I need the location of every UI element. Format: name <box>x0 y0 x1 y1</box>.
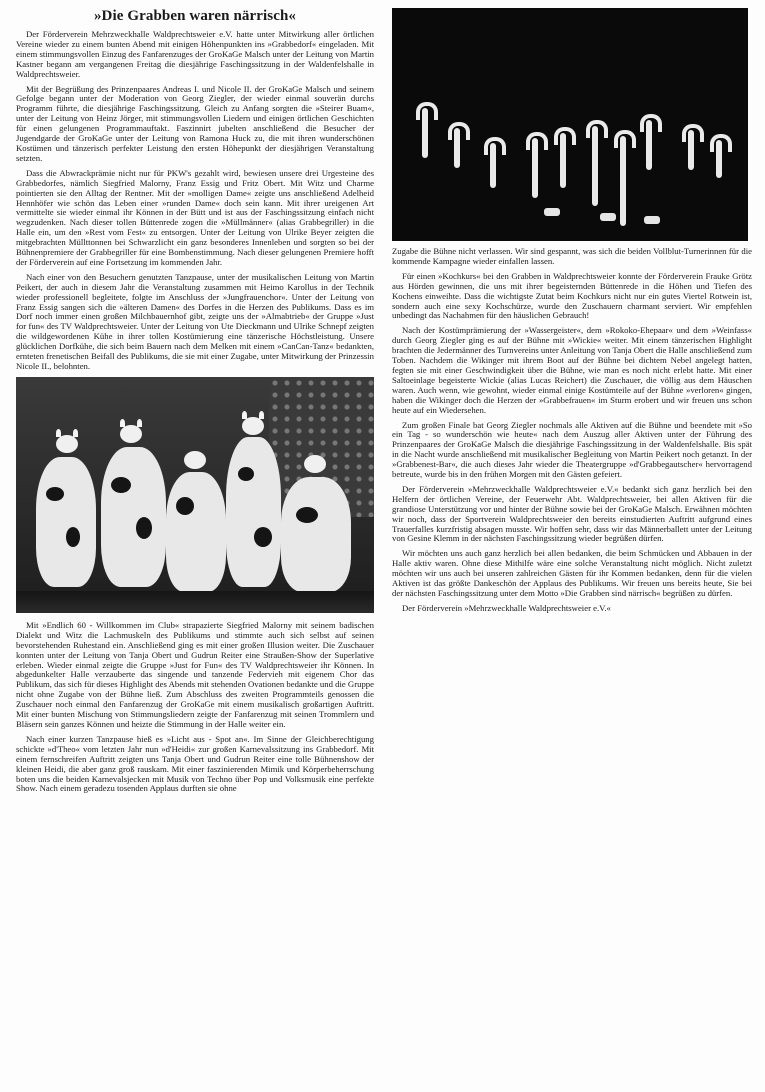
article-paragraph: Nach der Kostümprämierung der »Wassergeister«, dem »Rokoko-Ehepaar« und dem »Weinfass« durch Georg Ziegler ging es auf der Bühne mit »Wickie« weiter. Mit einem tänzerischen Highlight brachten die Jedermänner des Turnvereins unter Anleitung von Tanja Obert die Halle anschließend zum Toben. Nachdem die Wikinger mit ihrem Boot auf der Bühne bei dichtem Nebel angelegt hatten, fegten sie mit einer Geschwindigkeit über die Bühne, wie man es noch nicht erlebt hatte. Mit einer Saltoeinlage begeisterte Wickie (alias Lucas Reichert) die Zuschauer, die völlig aus dem Häuschen waren. Auch wenn, wie gewohnt, wieder einmal einige Kostümteile auf der Bühne »verloren« gingen, haben die Wikinger doch die Herzen der »Grabbefrauen« im Sturm erobert und wir freuen uns schon heute auf ein Wiedersehen. <box>392 325 752 415</box>
article-paragraph: Zugabe die Bühne nicht verlassen. Wir sind gespannt, was sich die beiden Vollblut-Turnerinnen für die kommende Kampagne wieder einfallen lassen. <box>392 246 752 266</box>
article-paragraph: Wir möchten uns auch ganz herzlich bei allen bedanken, die beim Schmücken und Abbauen in der Halle aktiv waren. Ohne diese Mithilfe wäre eine solche Veranstaltung nicht möglich. Nicht zuletzt möchten wir uns auch bei unseren zahlreichen Gästen für ihr Kommen bedanken, denn für die vielen Aktiven ist das größte Dankeschön der Applaus des Publikums. Wir freuen uns bereits heute, Sie bei der nächsten Faschingssitzung unter dem Motto »Die Grabben sind närrisch« begrüßen zu dürfen. <box>392 548 752 598</box>
left-column <box>16 8 374 799</box>
article-paragraph: Der Förderverein Mehrzweckhalle Waldprechtsweier e.V. hatte unter Mitwirkung aller örtlichen Vereine wieder zu einem bunten Abend mit einigen Höhenpunkten ins »Grabbedorf« eingeladen. Mit einem stimmungsvollen Einzug des Fanfarenzuges der GroKaGe Malsch unter der Leitung von Martin Kastner begann am vergangenen Freitag die diesjährige Faschingssitzung in der Waldenfelshalle in Waldprechtsweier. <box>16 29 374 79</box>
article-paragraph: Nach einer kurzen Tanzpause hieß es »Licht aus - Spot an«. Im Sinne der Gleichberechtigung schickte »d'Theo« vom letzten Jahr nun »d'Heidi« zur großen Karnevalssitzung ins Grabbedorf. Mit einem fernschreifen Auftritt zeigten uns Tanja Obert und Gudrun Reiter eine tolle Bühnenshow der kleinen Heidi, die aber ganz groß rauskam. Mit einer faszinierenden Mimik und Körperbeherrschung boten uns die beiden Karnevalsjecken mit Musik von Techno über Pop und Volksmusik eine perfekte Show. Nach einem geradezu tosenden Applaus durften sie ohne <box>16 733 374 794</box>
article-title: »Die Grabben waren närrisch« <box>93 8 297 24</box>
article-paragraph: Zum großen Finale bat Georg Ziegler nochmals alle Aktiven auf die Bühne und beendete mit »So ein Tag - so wunderschön wie heute« nach dem Auszug aller Aktiven unter der Führung des Prinzenpaares der GroKaGe Malsch die diesjährige Faschingssitzung in der Waldenfelshalle. Bis spät in die Nacht wurde anschließend mit musikalischer Begleitung von Martin Peikert noch getanzt. In der »Grabbenest-Bar«, die auch dieses Jahr wieder die Theatergruppe »d'Grabbegautscher« hervorragend betreute, wurde bis in den frühen Morgen mit den Gästen gefeiert. <box>392 419 752 480</box>
right-column <box>392 8 752 619</box>
article-paragraph: Nach einer von den Besuchern genutzten Tanzpause, unter der musikalischen Leitung von Martin Peikert, der auch in diesem Jahr die Veranstaltung zusammen mit Heimo Karollus in der Technik wieder professionell begleitete, folgte im Anschluss der »Jungfrauenchor«. Unter der Leitung von Franz Essig sangen sich die »älteren Damen« des Dorfes in die Herzen des Publikums. Dass es im Dorf noch immer einen großen Milchbauernhof gibt, zeigte uns der »Almabtrieb« der Gruppe »Just for fun« des TV Waldprechtsweier. Unter der Leitung von Ute Dieckmann und Ulrike Schnepf zeigten die wildgewordenen Kühe in ihrer tollen Kostümierung eine tänzerische Höchstleistung. Unsere glücklichen Dorfkühe, die sich beim Bauern nach dem Melken mit einem »CanCan-Tanz« bedankten, ernteten frenetischen Beifall des Publikums, die sie mit einer Zugabe, unter Mitwirkung der Prinzessin Nicole II., belohnten. <box>16 271 374 371</box>
article-paragraph: Mit der Begrüßung des Prinzenpaares Andreas I. und Nicole II. der GroKaGe Malsch und seinem Gefolge begann unter der Moderation von Georg Ziegler, der wieder einmal souverän durchs Programm führte, die diesjährige Faschingssitzung. Gleich zu Anfang sorgten die »Steirer Buam«, unter der Leitung von Heinz Jörger, mit stimmungsvollen Liedern und einigen örtlichen Geschichten für einen gelungenen Programmauftakt. Faszinnirt jubelten anschließend die Besucher der Jugendgarde der GroKaGe unter der Leitung von Ramona Huck zu, die mit ihren wunderschönen Kostümen und tänzerisch perfekter Leistung den ersten Höhepunkt der diesjährigen Veranstaltung setzten. <box>16 83 374 163</box>
article-paragraph: Mit »Endlich 60 - Willkommen im Club« strapazierte Siegfried Malorny mit seinem badischen Dialekt und Witz die Lachmuskeln des Publikums und stimmte auch sich selbst auf seinen bevorstehenden Ruhestand ein. Anschließend ging es mit einer großen Illusion weiter. Die Zuschauer konnten unter der Leitung von Tanja Obert und Gudrun Reiter eine Straußen-Show der Superlative erleben. Wieder einmal zeigte die Gruppe »Just for Fun« des TV Waldprechtsweier ihr Können. In abgedunkelter Halle verzauberte das singende und tanzende Federvieh mit eigenem Chor das Publikum, das sich für dieses Highlight des Abends mit stehenden Ovationen bedankte und die Gruppe nicht ohne Zugabe von der Bühne ließ. Zum Abschluss des zweiten Programmteils genossen die Zuschauer noch einmal den Fanfarenzug der GroKaGe mit einem musikalisch großartigen Auftritt. Mit einer bunten Mischung von Stimmungsliedern zeigte der Fanfarenzug mit seinen Trommlern und Bläsern sein ganzes Können und heizte die Stimmung in der Halle weiter ein. <box>16 619 374 729</box>
blacklight-show-photo <box>392 8 748 241</box>
article-paragraph: Der Förderverein »Mehrzweckhalle Waldprechtsweier e.V.« bedankt sich ganz herzlich bei den Helfern der örtlichen Vereine, der Feuerwehr Abt. Waldprechtsweier, bei allen Aktiven für die grandiose Unterstützung vor und hinter der Bühne sowie bei der GroKaGe Malsch. Erwähnen möchten wir noch, dass der Sportverein Waldprechtsweier den bereits einstudierten Auftritt aufgrund eines Trauerfalles kurzfristig absagen musste. Wir hoffen sehr, dass wir das Männerballett unter der Leitung von Gesine Klemm in der nächsten Faschingssitzung wieder begrüßen dürfen. <box>392 483 752 544</box>
article-paragraph: Dass die Abwrackprämie nicht nur für PKW's gezahlt wird, bewiesen unsere drei Urgesteine des Grabbedorfes, nämlich Siegfried Malorny, Franz Essig und Fritz Obert. Mit Witz und Charme pointierten sie den Alltag der Rentner. Mit der »molligen Dame« zeigte uns anschließend Adelheid Hennhöfer wie schön das Leben einer »runden Dame« doch sein kann. Mit ihrer ureigenen Art vermittelte sie wieder einmal ihr Können in der Bütt und ist aus der Faschingssitzung einfach nicht wegzudenken. Nach dieser tollen Büttenrede zogen die »Müllmänner« (alias Grabbegriller) in die Halle ein, um den »Rest vom Fest« zu entsorgen. Unter der Leitung von Ulrike Beyer zeigten die mitgebrachten Müllttonnen bei Schwarzlicht ein ganz besonderes Innenleben und sorgten so bei der Bühnenpremiere der Grabbegriller für eine Bombenstimmung. Nach dieser gelungenen Premiere hofft der Förderverein auf eine Fortsetzung im kommenden Jahr. <box>16 167 374 267</box>
article-signature: Der Förderverein »Mehrzweckhalle Waldprechtsweier e.V.« <box>402 602 611 613</box>
cow-costume-dance-photo <box>16 377 374 613</box>
article-paragraph: Für einen »Kochkurs« bei den Grabben in Waldprechtsweier konnte der Förderverein Frauke Grötz aus Hörden gewinnen, die uns mit ihrer begeisternden Büttenrede in die Höhen und Tiefen des Kochens einweihte. Dass die wichtigste Zutat beim Kochkurs nicht nur ein gutes Viertel Rotwein ist, sondern auch eine sexy Kochschürze, wurde den Zuschauern charmant serviert. Wir empfehlen unbedingt das Nachahmen für den häuslichen Gebrauch! <box>392 270 752 321</box>
